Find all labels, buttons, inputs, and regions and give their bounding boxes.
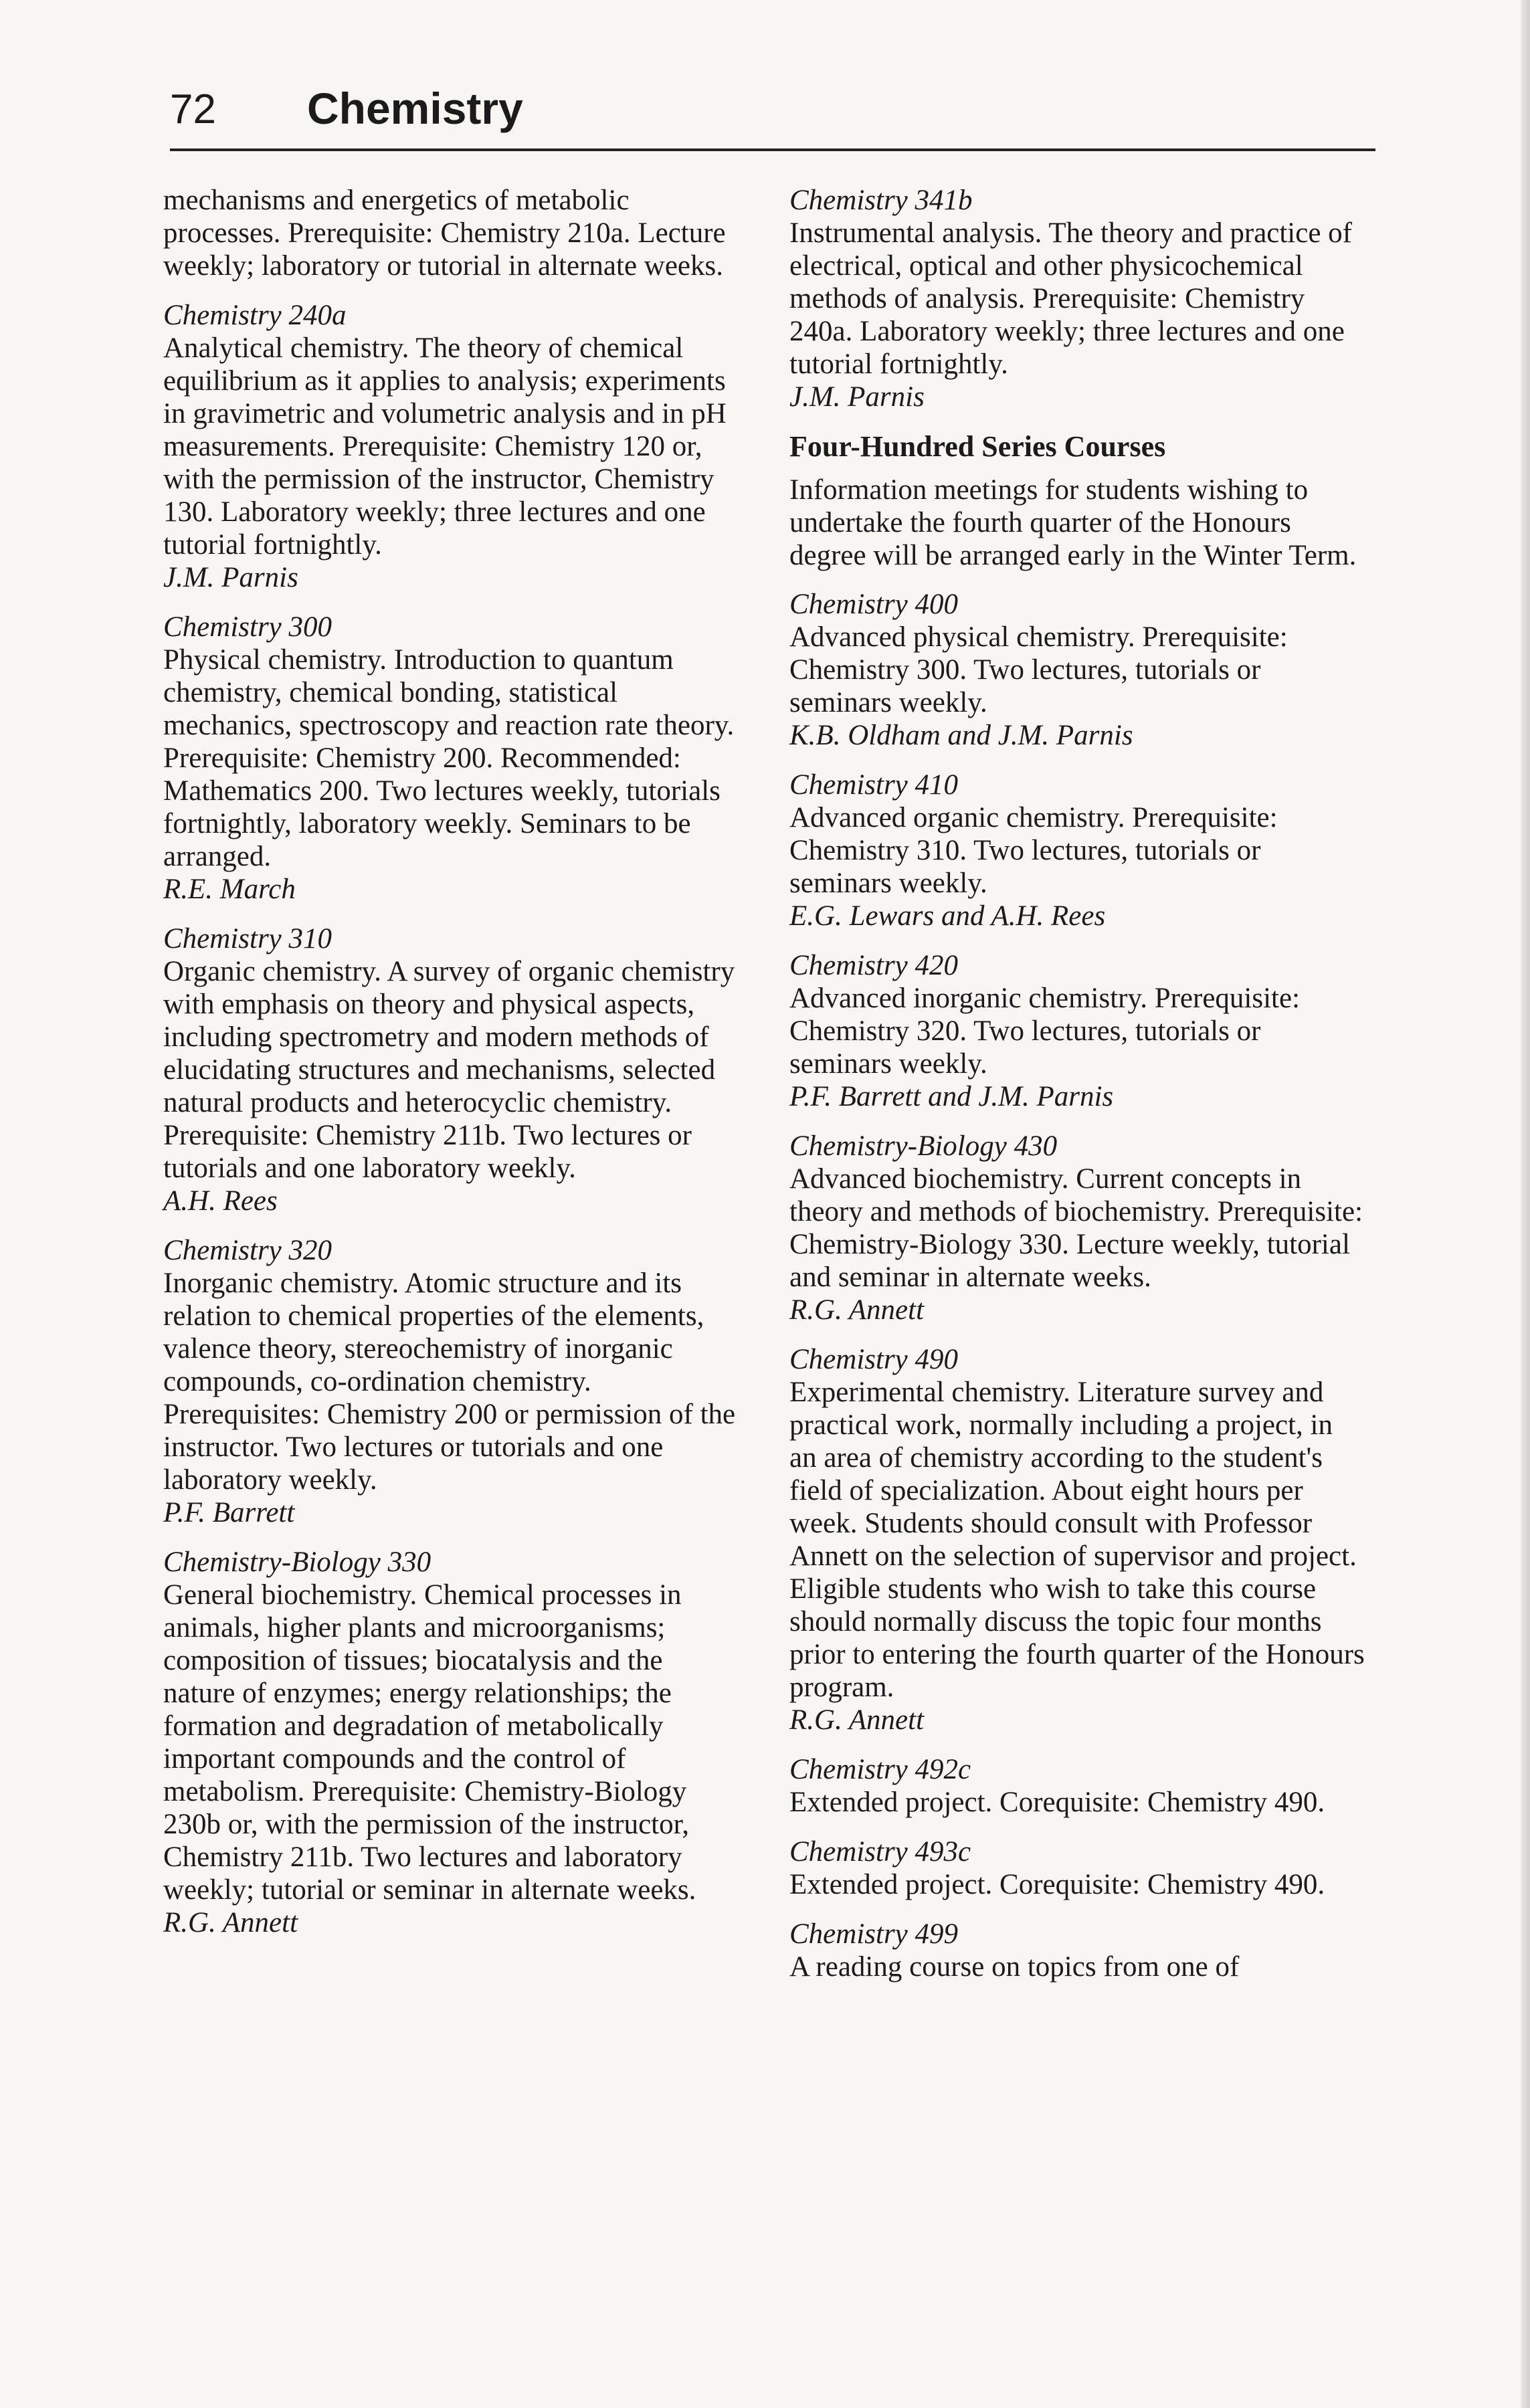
right-column: [789, 184, 1365, 2000]
course-title: Chemistry-Biology 330: [163, 1546, 432, 1578]
course-entry: [789, 1918, 1365, 1983]
course-instructor: R.G. Annett: [789, 1294, 925, 1326]
course-description: A reading course on topics from one of: [789, 1951, 1240, 1983]
course-description: Extended project. Corequisite: Chemistry 490.: [789, 1869, 1325, 1900]
course-entry: [789, 1343, 1365, 1736]
left-column: [163, 184, 739, 1956]
course-description: Advanced inorganic chemistry. Prerequisite: Chemistry 320. Two lectures, tutorials or seminars weekly.: [789, 983, 1301, 1080]
course-description: Advanced organic chemistry. Prerequisite: Chemistry 310. Two lectures, tutorials or seminars weekly.: [789, 802, 1278, 899]
continuation-paragraph: [163, 184, 739, 282]
course-instructor: J.M. Parnis: [789, 381, 925, 413]
page-title: Chemistry: [307, 84, 523, 133]
course-description: Experimental chemistry. Literature survey and practical work, normally including a project, in an area of chemistry according to the student's field of specialization. About eight hours per week. Students should consult with Professor Annett on the selection of supervisor and project. Eligible students who wish to take this course should normally discuss the topic four months prior to entering the fourth quarter of the Honours program.: [789, 1377, 1365, 1703]
course-entry: [163, 299, 739, 594]
course-title: Chemistry 400: [789, 589, 959, 620]
section-heading: Four-Hundred Series Courses: [789, 430, 1166, 463]
course-instructor: A.H. Rees: [163, 1185, 278, 1217]
continuation-text: mechanisms and energetics of metabolic processes. Prerequisite: Chemistry 210a. Lecture weekly; laboratory or tutorial in alternate weeks.: [163, 185, 726, 282]
course-instructor: R.G. Annett: [789, 1704, 925, 1736]
course-title: Chemistry 310: [163, 923, 332, 955]
page-edge-shadow: [1521, 0, 1530, 2408]
course-entry: [163, 922, 739, 1217]
header-rule: [170, 148, 1375, 151]
course-title: Chemistry-Biology 430: [789, 1130, 1058, 1162]
course-title: Chemistry 410: [789, 769, 959, 801]
course-description: Analytical chemistry. The theory of chemical equilibrium as it applies to analysis; experiments in gravimetric and volumetric analysis and in pH measurements. Prerequisite: Chemistry 120 or, with the permission of the instructor, Chemistry 130. Laboratory weekly; three lectures and one tutorial fortnightly.: [163, 332, 727, 561]
course-title: Chemistry 499: [789, 1918, 959, 1950]
course-entry: [163, 611, 739, 906]
course-title: Chemistry 341b: [789, 185, 973, 216]
course-entry: [789, 1130, 1365, 1326]
course-entry: [163, 1546, 739, 1939]
course-title: Chemistry 492c: [789, 1754, 971, 1785]
course-entry: [789, 1753, 1365, 1819]
course-entry: [789, 949, 1365, 1113]
course-title: Chemistry 320: [163, 1235, 332, 1266]
page-header: [170, 79, 1374, 153]
course-entry: [789, 588, 1365, 752]
course-entry: [789, 769, 1365, 932]
course-description: Inorganic chemistry. Atomic structure and its relation to chemical properties of the elements, valence theory, stereochemistry of inorganic compounds, co-ordination chemistry. Prerequisites: Chemistry 200 or permission of the instructor. Two lectures or tutorials and one laboratory weekly.: [163, 1268, 736, 1496]
course-entry: [163, 1234, 739, 1529]
course-description: Advanced biochemistry. Current concepts in theory and methods of biochemistry. Prerequisite: Chemistry-Biology 330. Lecture weekly, tutorial and seminar in alternate weeks.: [789, 1163, 1363, 1293]
course-instructor: P.F. Barrett and J.M. Parnis: [789, 1081, 1114, 1112]
course-instructor: K.B. Oldham and J.M. Parnis: [789, 720, 1133, 751]
course-entry: [789, 1835, 1365, 1901]
course-instructor: P.F. Barrett: [163, 1497, 295, 1528]
course-entry: [789, 184, 1365, 413]
course-title: Chemistry 300: [163, 611, 332, 643]
course-instructor: J.M. Parnis: [163, 562, 298, 593]
page-number: 72: [170, 86, 216, 132]
section-intro: Information meetings for students wishing to undertake the fourth quarter of the Honours degree will be arranged early in the Winter Term.: [789, 474, 1357, 571]
course-description: Organic chemistry. A survey of organic chemistry with emphasis on theory and physical aspects, including spectrometry and modern methods of elucidating structures and mechanisms, selected natural products and heterocyclic chemistry. Prerequisite: Chemistry 211b. Two lectures or tutorials and one laboratory weekly.: [163, 956, 735, 1184]
course-description: Extended project. Corequisite: Chemistry 490.: [789, 1787, 1325, 1818]
course-description: Advanced physical chemistry. Prerequisite: Chemistry 300. Two lectures, tutorials or seminars weekly.: [789, 621, 1288, 718]
course-instructor: R.G. Annett: [163, 1907, 298, 1938]
course-title: Chemistry 420: [789, 950, 959, 981]
course-description: General biochemistry. Chemical processes in animals, higher plants and microorganisms; composition of tissues; biocatalysis and the nature of enzymes; energy relationships; the formation and degradation of metabolically important compounds and the control of metabolism. Prerequisite: Chemistry-Biology 230b or, with the permission of the instructor, Chemistry 211b. Two lectures and laboratory weekly; tutorial or seminar in alternate weeks.: [163, 1579, 696, 1906]
course-description: Physical chemistry. Introduction to quantum chemistry, chemical bonding, statistical mechanics, spectroscopy and reaction rate theory. Prerequisite: Chemistry 200. Recommended: Mathematics 200. Two lectures weekly, tutorials fortnightly, laboratory weekly. Seminars to be arranged.: [163, 644, 735, 872]
course-instructor: R.E. March: [163, 874, 296, 905]
course-title: Chemistry 493c: [789, 1836, 971, 1868]
course-description: Instrumental analysis. The theory and practice of electrical, optical and other physicochemical methods of analysis. Prerequisite: Chemistry 240a. Laboratory weekly; three lectures and one tutorial fortnightly.: [789, 217, 1352, 380]
course-instructor: E.G. Lewars and A.H. Rees: [789, 900, 1106, 932]
course-title: Chemistry 240a: [163, 300, 347, 331]
course-title: Chemistry 490: [789, 1344, 959, 1375]
